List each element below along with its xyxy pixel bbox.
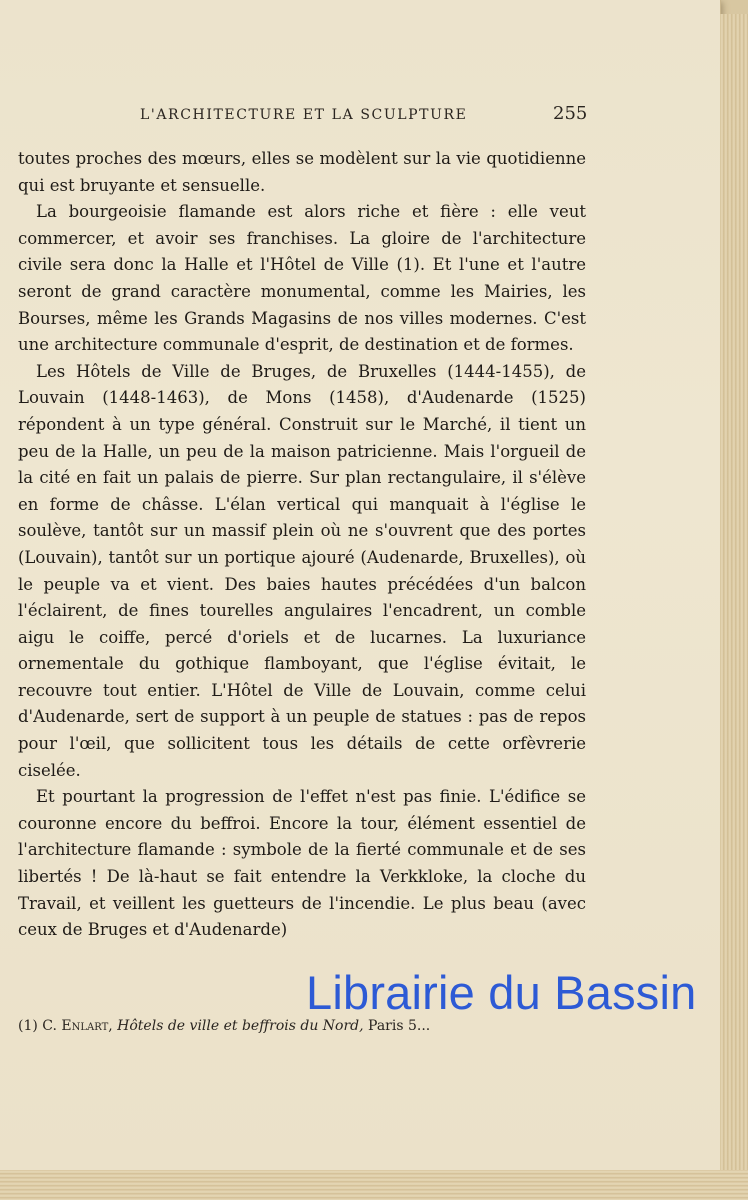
body-text — [18, 146, 586, 944]
paragraph-bourgeoisie: La bourgeoisie flamande est alors riche et fière : elle veut commercer, et avoir ses franchises. La gloire de l'architecture civile sera donc la Halle et l'Hôtel de Ville (1). Et l'une et l'autre seront de grand caractère monumental, comme les Mairies, les Bourses, même les Grands Magasins de nos villes modernes. C'est une architecture communale d'esprit, de destination et de formes. — [18, 202, 586, 355]
footnote — [18, 1018, 578, 1034]
footnote-author: C. Enlart, — [42, 1018, 113, 1034]
footnote-title: Hôtels de ville et beffrois du Nord, — [117, 1018, 364, 1034]
running-title: L'ARCHITECTURE ET LA SCULPTURE — [140, 107, 468, 123]
paragraph-continuation: toutes proches des mœurs, elles se modèlent sur la vie quotidienne qui est bruyante et sensuelle. — [18, 149, 586, 195]
paragraph-beffroi: Et pourtant la progression de l'effet n'est pas finie. L'édifice se couronne encore du beffroi. Encore la tour, élément essentiel de l'architecture flamande : symbole de la fierté communale et de ses libertés ! De là-haut se fait entendre la Verkkloke, la cloche du Travail, et veillent les guetteurs de l'incendie. Le plus beau (avec ceux de Bruges et d'Audenarde) — [18, 787, 586, 940]
paragraph-hotels-de-ville: Les Hôtels de Ville de Bruges, de Bruxelles (1444-1455), de Louvain (1448-1463), de Mons (1458), d'Audenarde (1525) répondent à un type général. Construit sur le Marché, il tient un peu de la Halle, un peu de la maison patricienne. Mais l'orgueil de la cité en fait un palais de pierre. Sur plan rectangulaire, il s'élève en forme de châsse. L'élan vertical qui manquait à l'église le soulève, tantôt sur un massif plein où ne s'ouvrent que des portes (Louvain), tantôt sur un portique ajouré (Audenarde, Bruxelles), où le peuple va et vient. Des baies hautes précédées d'un balcon l'éclairent, de fines tourelles angulaires l'encadrent, un comble aigu le coiffe, percé d'oriels et de lucarnes. La luxuriance ornementale du gothique flamboyant, que l'église évitait, le recouvre tout entier. L'Hôtel de Ville de Louvain, comme celui d'Audenarde, sert de support à un peuple de statues : pas de repos pour l'œil, que sollicitent tous les détails de cette orfèvrerie ciselée. — [18, 361, 586, 780]
page-edge-bottom — [0, 1170, 748, 1200]
footnote-marker: (1) — [18, 1018, 38, 1034]
page-header — [0, 102, 720, 132]
page-edge-right — [720, 14, 748, 1200]
footnote-rest: Paris 5... — [368, 1018, 431, 1034]
page-number: 255 — [553, 103, 588, 124]
watermark: Librairie du Bassin — [306, 966, 697, 1019]
